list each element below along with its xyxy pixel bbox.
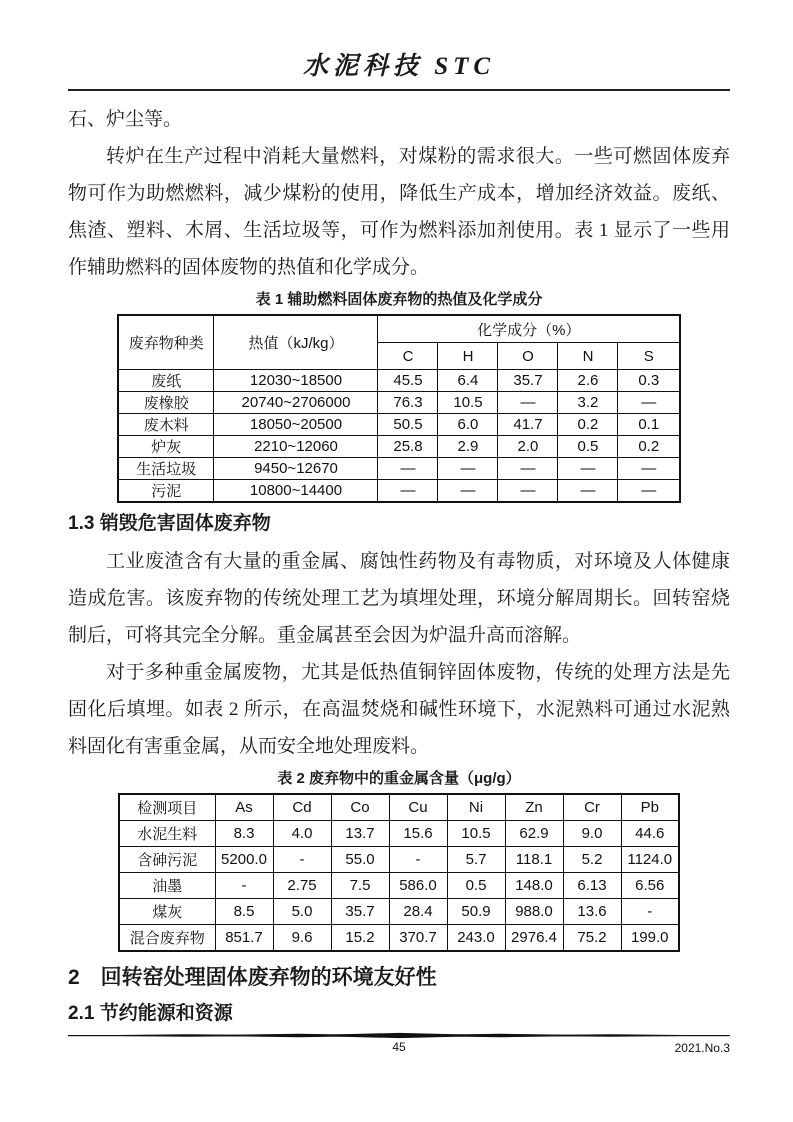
table-row [118,414,680,436]
column-header-cell: Cr [563,794,621,821]
table2-head [119,794,679,821]
data-cell: 6.56 [621,873,679,899]
paragraph: 工业废渣含有大量的重金属、腐蚀性药物及有毒物质，对环境及人体健康造成危害。该废弃物的传统处理工艺为填埋处理，环境分解周期长。回转窑烧制后，可将其完全分解。重金属甚至会因为炉温升高而溶解。 [68,551,730,646]
element-header-cell: C [378,343,438,370]
data-cell: 8.5 [215,899,273,925]
data-cell: 0.5 [447,873,505,899]
column-header-cell: Ni [447,794,505,821]
data-cell: 55.0 [331,847,389,873]
data-cell: 2976.4 [505,925,563,952]
footer-rule-line [68,1032,730,1039]
table-row [119,794,679,821]
data-cell: 18050~20500 [214,414,378,436]
data-cell: 3.2 [558,392,618,414]
data-cell: 45.5 [378,370,438,392]
data-cell: 148.0 [505,873,563,899]
data-cell: 7.5 [331,873,389,899]
data-cell: 6.4 [438,370,498,392]
table-row [119,821,679,847]
table2-body [119,821,679,952]
data-cell: 370.7 [389,925,447,952]
element-header-cell: O [498,343,558,370]
table2-caption: 表 2 废弃物中的重金属含量（μg/g） [277,770,521,787]
data-cell: 44.6 [621,821,679,847]
data-cell: 6.13 [563,873,621,899]
table-fuel-composition [117,314,681,503]
data-cell: 0.2 [618,436,680,458]
row-header-cell: 污泥 [118,480,214,503]
row-header-cell: 炉灰 [118,436,214,458]
data-cell: 243.0 [447,925,505,952]
column-header-cell: 废弃物种类 [118,315,214,370]
data-cell: 2.0 [498,436,558,458]
column-header-cell: Cd [273,794,331,821]
data-cell: 15.6 [389,821,447,847]
column-header-cell: 检测项目 [119,794,215,821]
column-header-cell: Cu [389,794,447,821]
table-row [118,392,680,414]
table1-body [118,370,680,503]
data-cell: 13.6 [563,899,621,925]
row-header-cell: 混合废弃物 [119,925,215,952]
data-cell: - [273,847,331,873]
data-cell: 10800~14400 [214,480,378,503]
table-heavy-metals [118,793,680,952]
section-heading-2-1: 2.1 节约能源和资源 [68,1003,233,1024]
row-header-cell: 废木料 [118,414,214,436]
data-cell: 15.2 [331,925,389,952]
data-cell: 13.7 [331,821,389,847]
paragraph: 对于多种重金属废物，尤其是低热值铜锌固体废物，传统的处理方法是先固化后填埋。如表 2 所示，在高温焚烧和碱性环境下，水泥熟料可通过水泥熟料固化有害重金属，从而安全地处理废料。 [68,662,730,757]
data-cell: 5.7 [447,847,505,873]
row-header-cell: 废纸 [118,370,214,392]
data-cell: 10.5 [447,821,505,847]
data-cell: 5.2 [563,847,621,873]
footer-texts [68,1040,730,1056]
data-cell: 851.7 [215,925,273,952]
data-cell: — [498,392,558,414]
page-footer [68,1032,730,1056]
column-header-cell: 热值（kJ/kg） [214,315,378,370]
data-cell: 6.0 [438,414,498,436]
data-cell: 35.7 [498,370,558,392]
data-cell: - [215,873,273,899]
data-cell: 118.1 [505,847,563,873]
data-cell: 586.0 [389,873,447,899]
column-header-cell: As [215,794,273,821]
data-cell: — [378,480,438,503]
table-row [118,436,680,458]
data-cell: - [389,847,447,873]
data-cell: 199.0 [621,925,679,952]
data-cell: — [618,458,680,480]
section-heading-2: 2 回转窑处理固体废弃物的环境友好性 [68,966,437,989]
table-row [119,899,679,925]
page-number: 45 [392,1040,406,1054]
data-cell: — [378,458,438,480]
data-cell: 1124.0 [621,847,679,873]
section-heading-1-3: 1.3 销毁危害固体废弃物 [68,513,271,534]
data-cell: 41.7 [498,414,558,436]
table-row [119,925,679,952]
data-cell: 62.9 [505,821,563,847]
column-header-cell: Pb [621,794,679,821]
page-header [68,0,730,91]
data-cell: 0.2 [558,414,618,436]
table-row [119,873,679,899]
row-header-cell: 油墨 [119,873,215,899]
data-cell: 28.4 [389,899,447,925]
data-cell: 988.0 [505,899,563,925]
issue-number: 2021.No.3 [674,1041,730,1055]
table-row [118,480,680,503]
page-content [68,0,730,1027]
element-header-cell: S [618,343,680,370]
data-cell: 2.9 [438,436,498,458]
table1-head [118,315,680,370]
data-cell: 12030~18500 [214,370,378,392]
element-header-cell: H [438,343,498,370]
data-cell: 25.8 [378,436,438,458]
column-header-cell: Zn [505,794,563,821]
table-row [118,315,680,343]
data-cell: 8.3 [215,821,273,847]
element-header-cell: N [558,343,618,370]
data-cell: — [618,392,680,414]
data-cell: — [558,458,618,480]
row-header-cell: 水泥生料 [119,821,215,847]
data-cell: — [438,480,498,503]
group-header-cell: 化学成分（%） [378,315,680,343]
column-header-cell: Co [331,794,389,821]
data-cell: 10.5 [438,392,498,414]
data-cell: — [558,480,618,503]
data-cell: 5200.0 [215,847,273,873]
data-cell: 9450~12670 [214,458,378,480]
table-row [119,847,679,873]
data-cell: 20740~2706000 [214,392,378,414]
data-cell: — [438,458,498,480]
data-cell: — [498,458,558,480]
data-cell: 75.2 [563,925,621,952]
table-row [118,458,680,480]
journal-title: 水泥科技 STC [302,53,496,80]
data-cell: 5.0 [273,899,331,925]
data-cell: 2210~12060 [214,436,378,458]
row-header-cell: 煤灰 [119,899,215,925]
data-cell: 50.5 [378,414,438,436]
table1-caption: 表 1 辅助燃料固体废弃物的热值及化学成分 [255,291,543,308]
data-cell: 2.6 [558,370,618,392]
data-cell: 50.9 [447,899,505,925]
table-row [118,370,680,392]
data-cell: — [618,480,680,503]
data-cell: - [621,899,679,925]
data-cell: 9.0 [563,821,621,847]
data-cell: 35.7 [331,899,389,925]
data-cell: 0.3 [618,370,680,392]
data-cell: — [498,480,558,503]
row-header-cell: 含砷污泥 [119,847,215,873]
paragraph: 转炉在生产过程中消耗大量燃料，对煤粉的需求很大。一些可燃固体废弃物可作为助燃燃料，减少煤粉的使用，降低生产成本，增加经济效益。废纸、焦渣、塑料、木屑、生活垃圾等，可作为燃料添加剂使用。表 1 显示了一些用作辅助燃料的固体废物的热值和化学成分。 [68,146,730,278]
data-cell: 4.0 [273,821,331,847]
row-header-cell: 生活垃圾 [118,458,214,480]
data-cell: 0.1 [618,414,680,436]
data-cell: 9.6 [273,925,331,952]
row-header-cell: 废橡胶 [118,392,214,414]
paragraph-continuation: 石、炉尘等。 [68,109,183,130]
data-cell: 0.5 [558,436,618,458]
data-cell: 2.75 [273,873,331,899]
data-cell: 76.3 [378,392,438,414]
